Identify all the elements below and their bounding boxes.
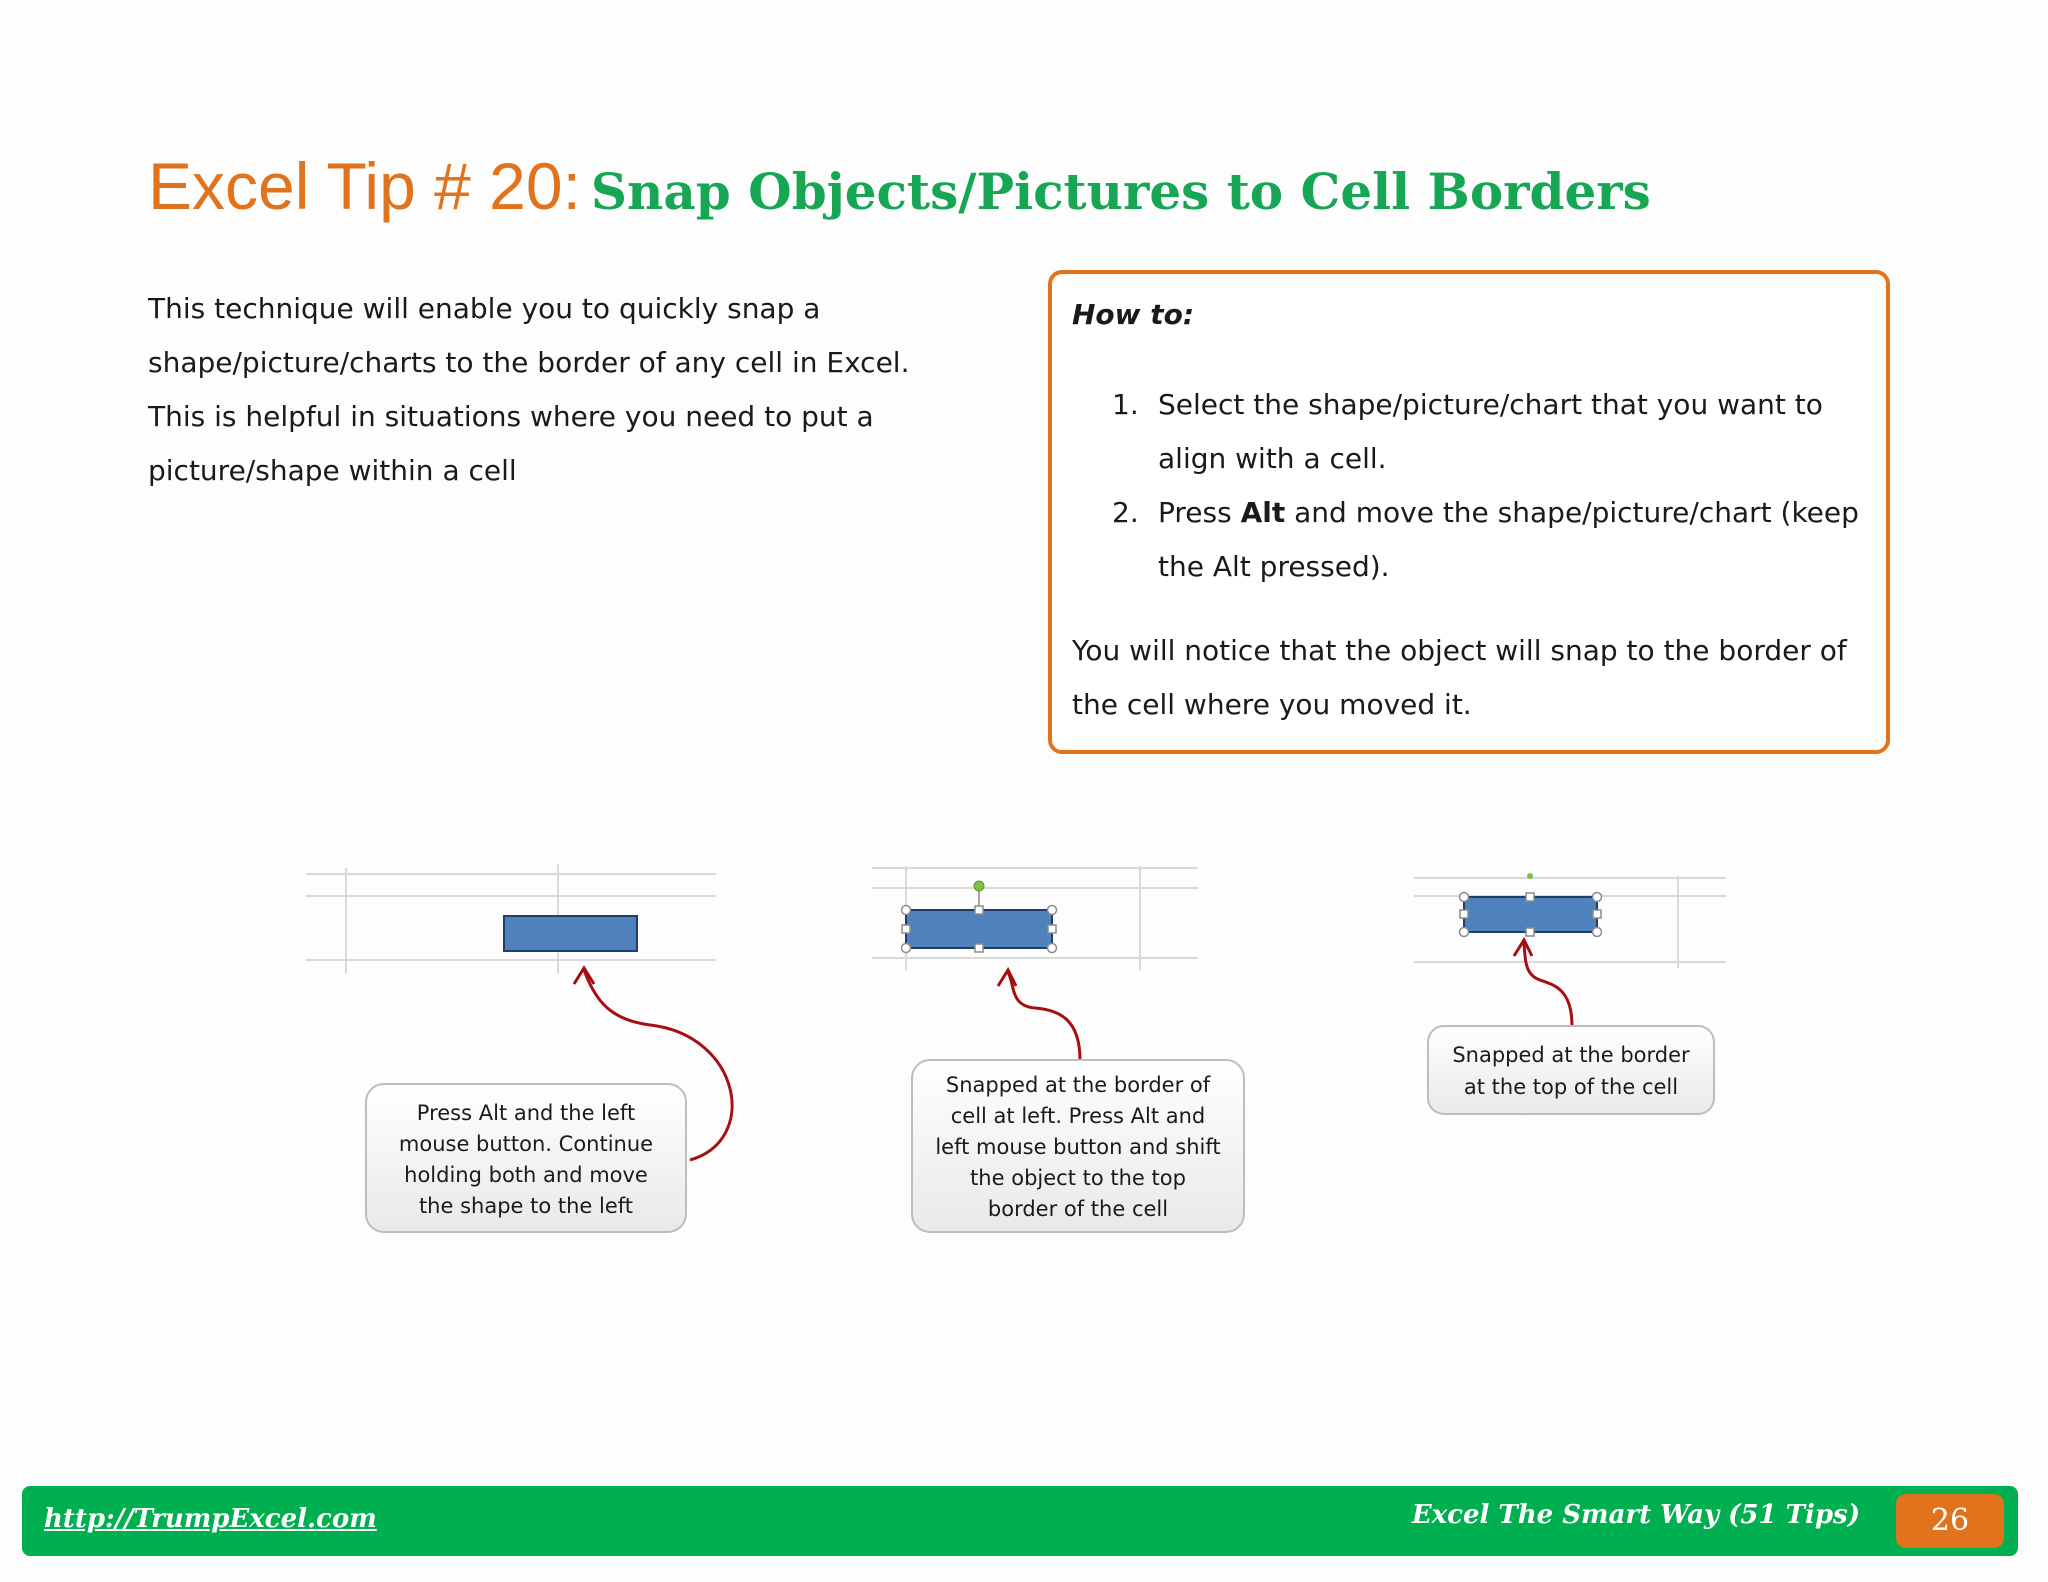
- panel-2-arrow: [1008, 972, 1080, 1060]
- intro-line: This is helpful in situations where you need to put a: [148, 400, 874, 433]
- alt-key-label: Alt: [1240, 496, 1286, 529]
- callout-2: [912, 1060, 1244, 1232]
- callout-2-line: the object to the top: [970, 1166, 1186, 1190]
- book-title: Excel The Smart Way (51 Tips): [1411, 1500, 1860, 1530]
- panel-2-rotate-handle: [974, 881, 984, 891]
- footer-bar: [22, 1486, 2018, 1556]
- intro-line: shape/picture/charts to the border of any cell in Excel.: [148, 346, 910, 379]
- tip-number: Excel Tip # 20:: [148, 149, 581, 223]
- panel-2-shape: [906, 910, 1052, 948]
- panel-3-rotate-handle: [1527, 873, 1533, 879]
- callout-3-line: at the top of the cell: [1463, 1075, 1679, 1099]
- callout-1: [366, 1084, 686, 1232]
- callout-2-line: cell at left. Press Alt and: [950, 1104, 1206, 1128]
- step-number: 2.: [1112, 496, 1139, 529]
- panel-3-shape: [1464, 897, 1597, 932]
- callout-1-line: holding both and move: [404, 1163, 648, 1187]
- callout-1-line: the shape to the left: [418, 1194, 634, 1218]
- step-number: 1.: [1112, 388, 1139, 421]
- callout-2-line: Snapped at the border of: [945, 1073, 1211, 1097]
- note-line: You will notice that the object will snap to the border of: [1072, 634, 1847, 667]
- intro-line: picture/shape within a cell: [148, 454, 517, 487]
- website-link[interactable]: http://TrumpExcel.com: [44, 1504, 377, 1534]
- panel-2-arrowhead: [998, 970, 1016, 986]
- tip-title: Snap Objects/Pictures to Cell Borders: [590, 162, 1651, 221]
- callout-2-line: left mouse button and shift: [935, 1135, 1221, 1159]
- step-text: the Alt pressed).: [1158, 550, 1390, 583]
- step-text-before: Press: [1158, 496, 1241, 529]
- callout-1-line: mouse button. Continue: [398, 1132, 654, 1156]
- how-to-heading: How to:: [1072, 298, 1195, 331]
- note-line: the cell where you moved it.: [1072, 688, 1472, 721]
- step-text: Select the shape/picture/chart that you want to: [1158, 388, 1823, 421]
- callout-3-line: Snapped at the border: [1452, 1043, 1690, 1067]
- callout-3: [1428, 1026, 1714, 1114]
- callout-2-line: border of the cell: [987, 1197, 1169, 1221]
- panel-1-shape: [504, 916, 637, 951]
- step-text: align with a cell.: [1158, 442, 1387, 475]
- page-number-badge: 26: [1896, 1494, 2004, 1548]
- step-text-after: and move the shape/picture/chart (keep: [1285, 496, 1859, 529]
- intro-line: This technique will enable you to quickly snap a: [148, 292, 821, 325]
- panel-1-arrowhead: [574, 968, 594, 984]
- callout-1-line: Press Alt and the left: [416, 1101, 636, 1125]
